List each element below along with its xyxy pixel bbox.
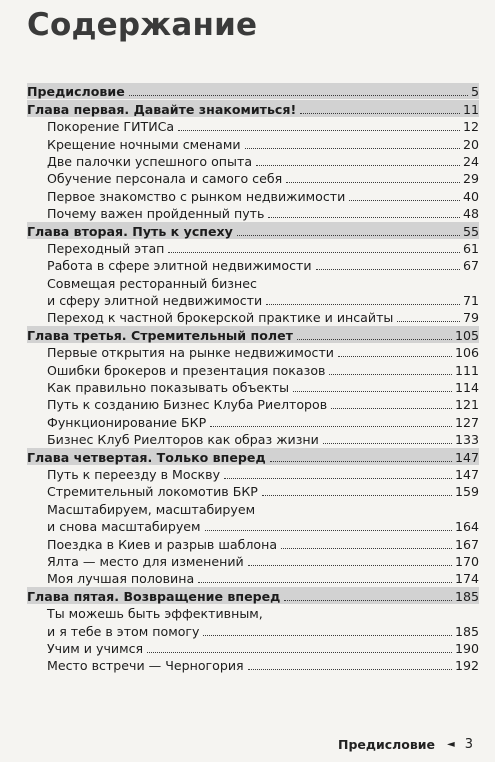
dot-leader — [205, 529, 452, 531]
toc-chapter-row[interactable] — [27, 325, 479, 342]
toc-entry-row[interactable] — [27, 291, 479, 308]
toc-page-number: 192 — [454, 658, 479, 674]
toc-entry-label: Покорение ГИТИСа — [47, 119, 175, 135]
toc-entry-row[interactable] — [27, 378, 479, 395]
toc-page-number: 48 — [462, 206, 479, 222]
toc-entry-row[interactable] — [27, 465, 479, 482]
toc-chapter-row[interactable] — [27, 99, 479, 116]
dot-leader — [129, 94, 468, 96]
toc-entry-label: Глава первая. Давайте знакомиться! — [27, 101, 297, 117]
toc-entry-row[interactable] — [27, 604, 479, 621]
toc-entry-label: Ты можешь быть эффективным, — [47, 606, 263, 622]
toc-page-number: 127 — [454, 414, 479, 430]
toc-entry-label: Ялта — место для изменений — [47, 553, 244, 569]
toc-chapter-row[interactable] — [27, 586, 479, 603]
toc-entry-label: Как правильно показывать объекты — [47, 380, 290, 396]
dot-leader — [297, 338, 452, 340]
toc-entry-row[interactable] — [27, 639, 479, 656]
toc-entry-row[interactable] — [27, 204, 479, 221]
dot-leader — [262, 494, 452, 496]
toc-entry-label: Переход к частной брокерской практике и инсайты — [47, 310, 394, 326]
toc-entry-label: Работа в сфере элитной недвижимости — [47, 258, 312, 274]
toc-entry-label: Почему важен пройденный путь — [47, 206, 265, 222]
toc-page-number: 111 — [454, 362, 479, 378]
toc-entry-label: Первое знакомство с рынком недвижимости — [47, 188, 346, 204]
toc-entry-row[interactable] — [27, 360, 479, 377]
dot-leader — [268, 216, 460, 218]
toc-page-number: 185 — [454, 588, 479, 604]
dot-leader — [323, 442, 452, 444]
toc-chapter-row[interactable] — [27, 221, 479, 238]
dot-leader — [293, 390, 452, 392]
toc-page-number: 40 — [462, 188, 479, 204]
toc-entry-row[interactable] — [27, 395, 479, 412]
toc-entry-label: Поездка в Киев и разрыв шаблона — [47, 536, 278, 552]
dot-leader — [203, 634, 451, 636]
toc-entry-row[interactable] — [27, 239, 479, 256]
toc-entry-row[interactable] — [27, 273, 479, 290]
dot-leader — [198, 581, 452, 583]
toc-entry-label: Масштабируем, масштабируем — [47, 501, 256, 517]
toc-entry-row[interactable] — [27, 621, 479, 638]
toc-page-number: 147 — [454, 449, 479, 465]
toc-entry-row[interactable] — [27, 482, 479, 499]
dot-leader — [316, 268, 460, 270]
toc-entry-label: Переходный этап — [47, 240, 165, 256]
toc-entry-label: Глава четвертая. Только вперед — [27, 449, 266, 465]
toc-page-number: 106 — [454, 345, 479, 361]
toc-entry-row[interactable] — [27, 412, 479, 429]
toc-entry-label: Совмещая ресторанный бизнес — [47, 275, 257, 291]
dot-leader — [256, 164, 460, 166]
dot-leader — [168, 251, 460, 253]
toc-entry-label: Крещение ночными сменами — [47, 136, 241, 152]
toc-page-number: 170 — [454, 553, 479, 569]
toc-entry-row[interactable] — [27, 569, 479, 586]
footer-section-title: Предисловие — [338, 737, 436, 752]
dot-leader — [224, 477, 452, 479]
toc-entry-row[interactable] — [27, 117, 479, 134]
toc-page-number: 24 — [462, 153, 479, 169]
dot-leader — [286, 181, 460, 183]
dot-leader — [245, 147, 460, 149]
toc-entry-row[interactable] — [27, 343, 479, 360]
toc-entry-row[interactable] — [27, 517, 479, 534]
toc-page-number: 121 — [454, 397, 479, 413]
page-title: Содержание — [27, 7, 258, 43]
toc-entry-row[interactable] — [27, 256, 479, 273]
toc-entry-row[interactable] — [27, 552, 479, 569]
toc-entry-label: Глава вторая. Путь к успеху — [27, 223, 233, 239]
dot-leader — [331, 407, 452, 409]
dot-leader — [270, 460, 452, 462]
toc-page-number: 190 — [454, 640, 479, 656]
toc-entry-label: Ошибки брокеров и презентация показов — [47, 362, 326, 378]
table-of-contents — [27, 82, 479, 673]
toc-entry-label: и снова масштабируем — [47, 519, 201, 535]
toc-page-number: 185 — [454, 623, 479, 639]
dot-leader — [248, 668, 452, 670]
toc-page-number: 133 — [454, 432, 479, 448]
toc-page-number: 167 — [454, 536, 479, 552]
dot-leader — [237, 234, 460, 236]
toc-entry-row[interactable] — [27, 186, 479, 203]
toc-entry-row[interactable] — [27, 308, 479, 325]
toc-entry-label: Глава пятая. Возвращение вперед — [27, 588, 281, 604]
dot-leader — [281, 547, 452, 549]
toc-entry-label: Первые открытия на рынке недвижимости — [47, 345, 334, 361]
toc-entry-label: Глава третья. Стремительный полет — [27, 327, 293, 343]
toc-page-number: 147 — [454, 466, 479, 482]
dot-leader — [397, 320, 460, 322]
dot-leader — [338, 355, 452, 357]
toc-entry-label: Учим и учимся — [47, 640, 144, 656]
toc-page-number: 71 — [462, 293, 479, 309]
toc-entry-label: Бизнес Клуб Риелторов как образ жизни — [47, 432, 319, 448]
toc-entry-label: Стремительный локомотив БКР — [47, 484, 258, 500]
toc-page-number: 67 — [462, 258, 479, 274]
toc-entry-label: Место встречи — Черногория — [47, 658, 244, 674]
toc-entry-label: и я тебе в этом помогу — [47, 623, 200, 639]
toc-page-number: 114 — [454, 380, 479, 396]
dot-leader — [248, 564, 452, 566]
dot-leader — [349, 199, 460, 201]
toc-page-number: 174 — [454, 571, 479, 587]
toc-page-number: 159 — [454, 484, 479, 500]
toc-entry-row[interactable] — [27, 534, 479, 551]
toc-entry-label: Путь к созданию Бизнес Клуба Риелторов — [47, 397, 328, 413]
toc-page-number: 61 — [462, 240, 479, 256]
toc-entry-label: Обучение персонала и самого себя — [47, 171, 283, 187]
toc-page-number: 20 — [462, 136, 479, 152]
toc-page-number: 29 — [462, 171, 479, 187]
toc-chapter-row[interactable] — [27, 447, 479, 464]
toc-entry-row[interactable] — [27, 656, 479, 673]
dot-leader — [147, 651, 452, 653]
toc-page-number: 11 — [462, 101, 479, 117]
toc-entry-label: Функционирование БКР — [47, 414, 207, 430]
dot-leader — [178, 129, 460, 131]
toc-entry-row[interactable] — [27, 169, 479, 186]
dot-leader — [284, 599, 452, 601]
toc-entry-label: Путь к переезду в Москву — [47, 466, 221, 482]
toc-entry-label: Моя лучшая половина — [47, 571, 195, 587]
dot-leader — [266, 303, 460, 305]
toc-page-number: 5 — [470, 84, 479, 100]
toc-entry-label: Две палочки успешного опыта — [47, 153, 253, 169]
toc-entry-row[interactable] — [27, 499, 479, 516]
toc-page-number: 105 — [454, 327, 479, 343]
toc-entry-label: и сферу элитной недвижимости — [47, 293, 263, 309]
toc-entry-row[interactable] — [27, 430, 479, 447]
dot-leader — [300, 112, 460, 114]
page-number: 3 — [464, 737, 474, 752]
toc-page-number: 55 — [462, 223, 479, 239]
toc-entry-row[interactable] — [27, 152, 479, 169]
page-footer — [338, 737, 473, 752]
dot-leader — [210, 425, 452, 427]
toc-page-number: 79 — [462, 310, 479, 326]
arrow-left-icon: ◄ — [447, 739, 455, 750]
toc-page-number: 12 — [462, 119, 479, 135]
toc-entry-row[interactable] — [27, 134, 479, 151]
toc-entry-label: Предисловие — [27, 84, 125, 100]
toc-page-number: 164 — [454, 519, 479, 535]
toc-chapter-row[interactable] — [27, 82, 479, 99]
dot-leader — [329, 373, 452, 375]
